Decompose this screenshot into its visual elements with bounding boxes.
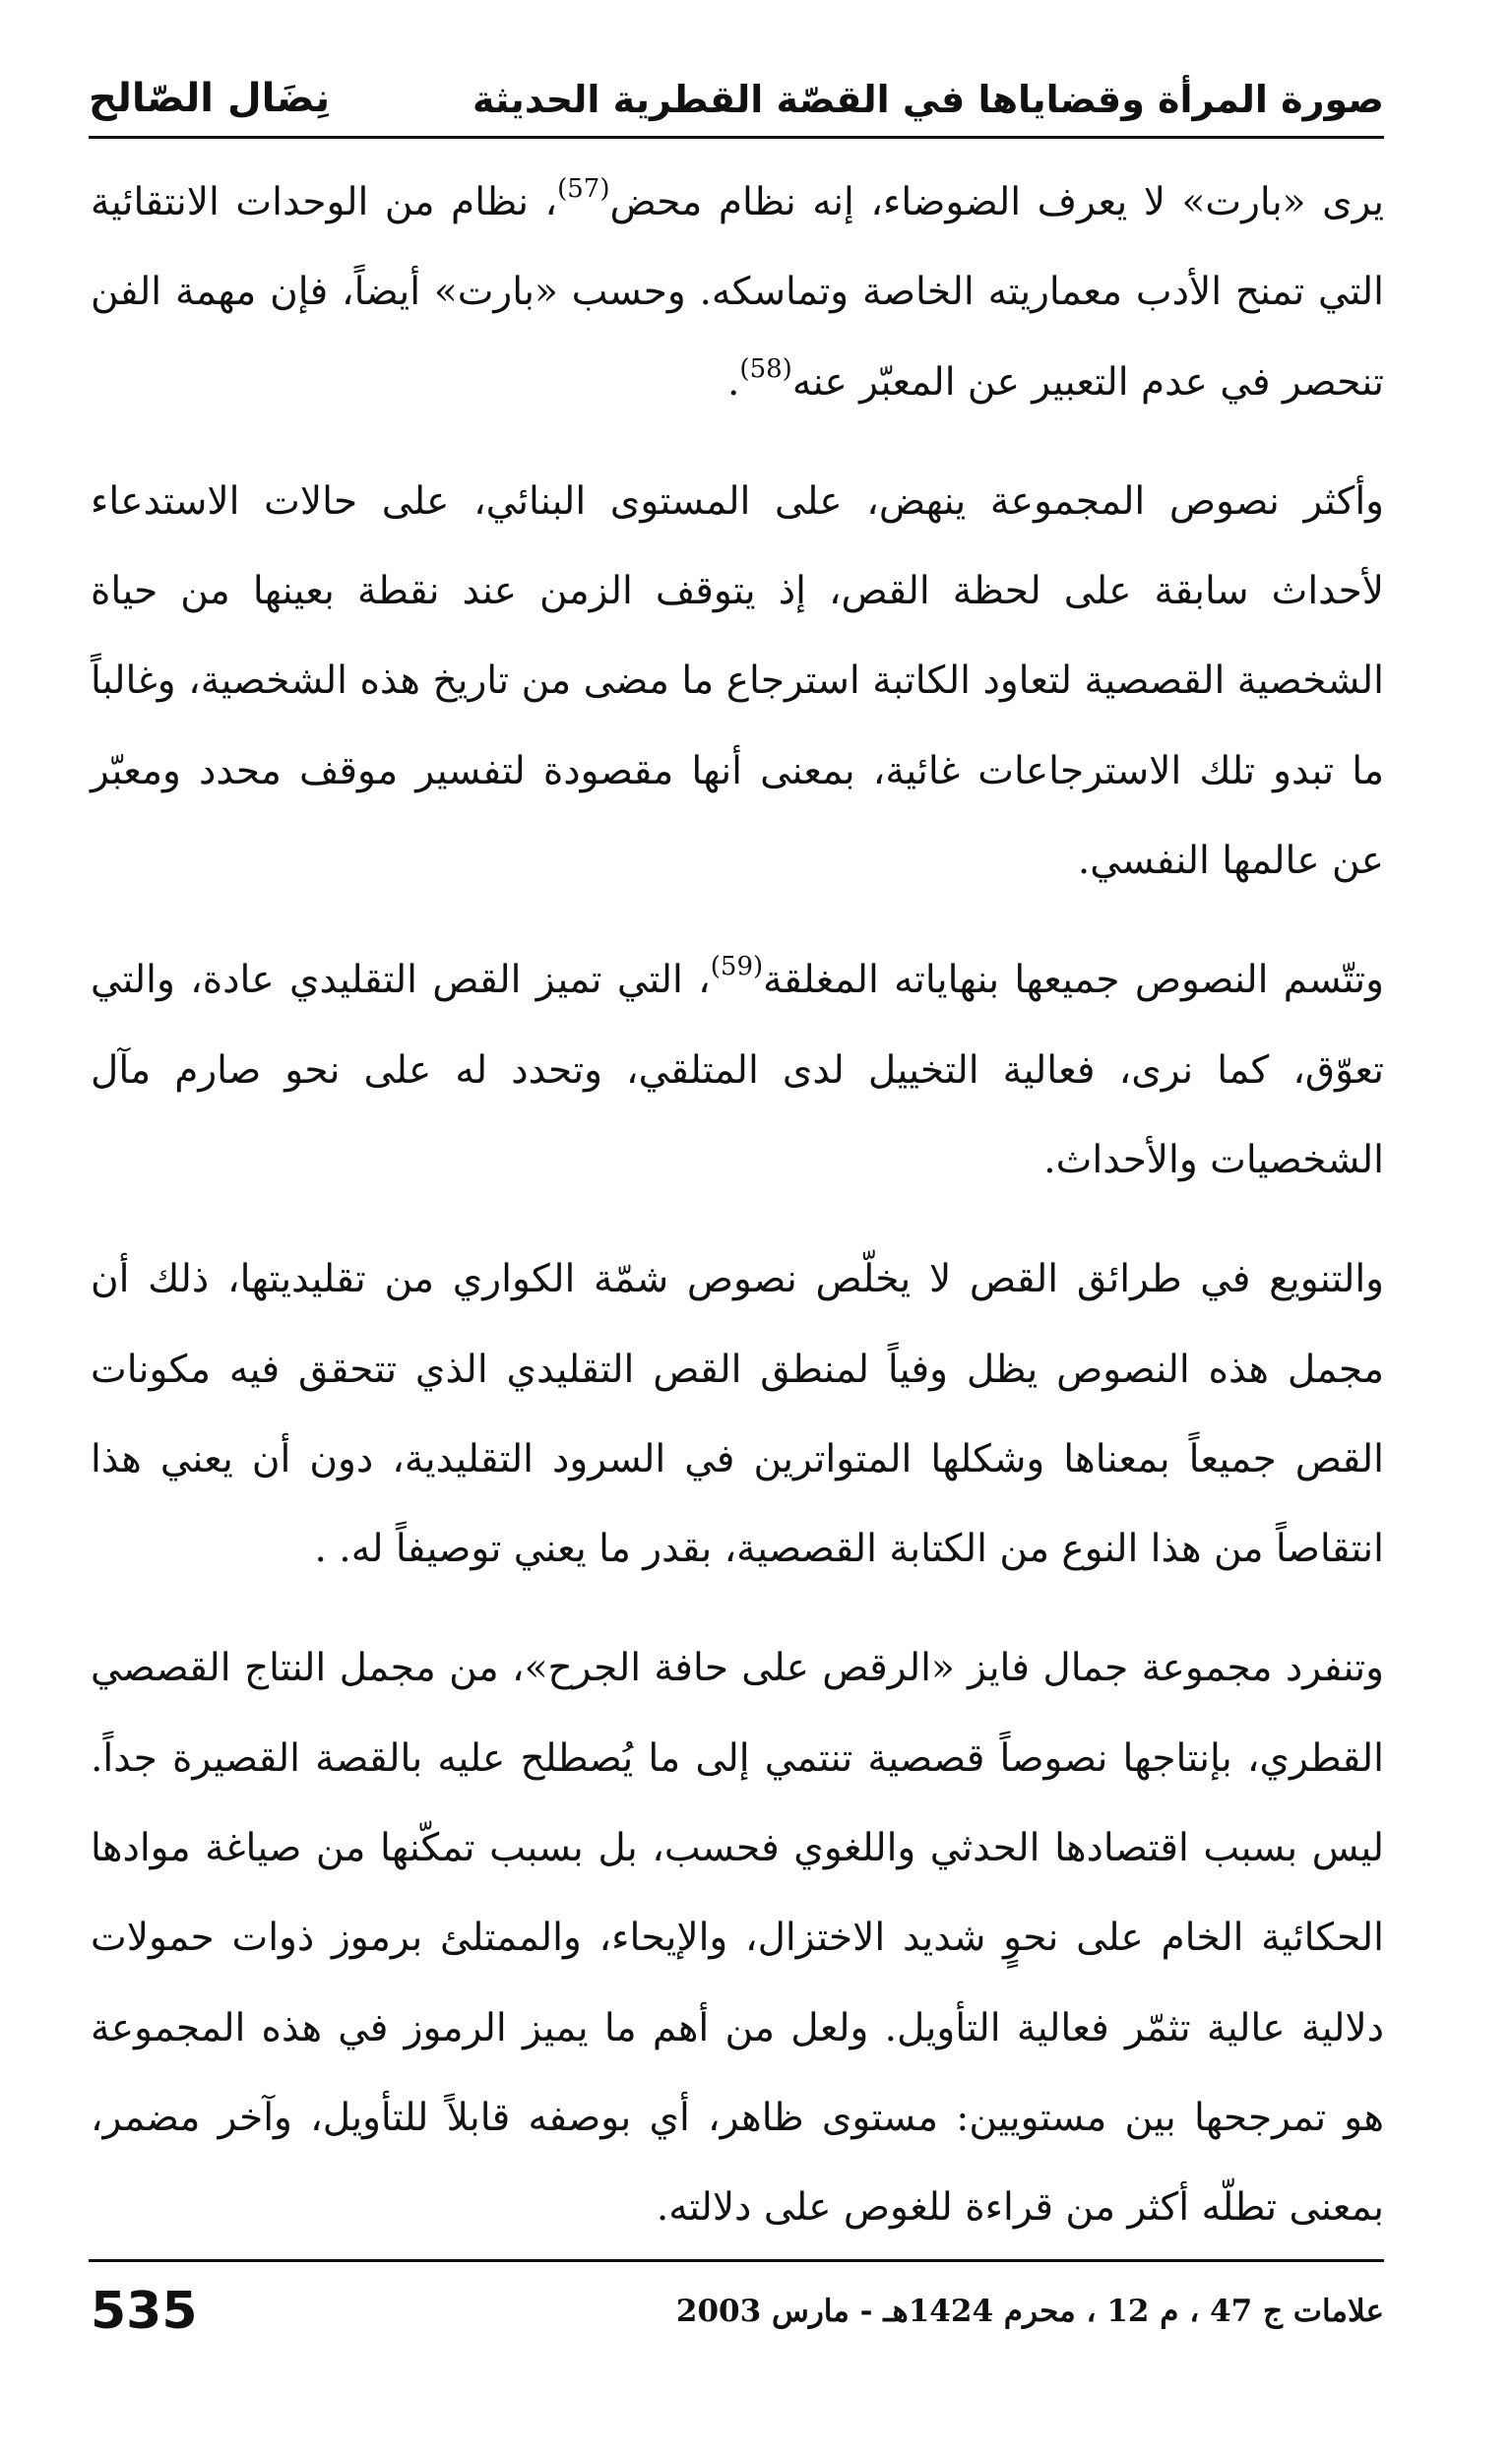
paragraph <box>91 935 1384 1205</box>
body-text <box>91 158 1384 2283</box>
text-run: ، التي تميز القص التقليدي عادة، والتي تعوّق، كما نرى، فعالية التخييل لدى المتلقي، وتحدد له على نحو صارم مآل الشخصيات والأحداث. <box>91 958 1384 1182</box>
header-divider <box>89 136 1384 139</box>
paragraph <box>91 457 1384 906</box>
running-title: صورة المرأة وقضاياها في القصّة القطرية الحديثة <box>472 78 1384 121</box>
paragraph <box>91 1234 1384 1594</box>
text-run: وأكثر نصوص المجموعة ينهض، على المستوى البنائي، على حالات الاستدعاء لأحداث سابقة على لحظة القص، إذ يتوقف الزمن عند نقطة بعينها من حياة الشخصية القصصية لتعاود الكاتبة استرجاع ما مضى من تاريخ هذه الشخصية، وغالباً ما تبدو تلك الاسترجاعات غائية، بمعنى أنها مقصودة لتفسير موقف محدد ومعبّر عن عالمها النفسي. <box>91 478 1384 884</box>
paragraph <box>91 1623 1384 2252</box>
journal-issue-info: علامات ج 47 ، م 12 ، محرم 1424هـ - مارس 2003 <box>675 2294 1384 2329</box>
footnote-ref: (57) <box>557 174 610 204</box>
text-run: . <box>727 359 740 405</box>
footer-divider <box>89 2259 1384 2262</box>
author-name: نِضَال الصّالح <box>89 76 331 121</box>
page-footer <box>91 2272 1384 2351</box>
footnote-ref: (58) <box>739 353 792 384</box>
text-run: يرى «بارت» لا يعرف الضوضاء، إنه نظام محض <box>609 180 1384 224</box>
text-run: وتنفرد مجموعة جمال فايز «الرقص على حافة الجرح»، من مجمل النتاج القصصي القطري، بإنتاجها نصوصاً قصصية تنتمي إلى ما يُصطلح عليه بالقصة القصيرة جداً. ليس بسبب اقتصادها الحدثي واللغوي فحسب، بل بسبب تمكّنها من صياغة موادها الحكائية الخام على نحوٍ شديد الاختزال، والإيحاء، والممتلئ برموز ذوات حمولات دلالية عالية تثمّر فعالية التأويل. ولعل من أهم ما يميز الرموز في هذه المجموعة هو تمرجحها بين مستويين: مستوى ظاهر، أي بوصفه قابلاً للتأويل، وآخر مضمر، بمعنى تطلّه أكثر من قراءة للغوص على دلالته. <box>91 1646 1384 2231</box>
paragraph <box>91 158 1384 427</box>
text-run: والتنويع في طرائق القص لا يخلّص نصوص شمّة الكواري من تقليديتها، ذلك أن مجمل هذه النصوص يظل وفياً لمنطق القص التقليدي الذي تتحقق فيه مكونات القص جميعاً بمعناها وشكلها المتواترين في السرود التقليدية، دون أن يعني هذا انتقاصاً من هذا النوع من الكتابة القصصية، بقدر ما يعني توصيفاً له. . <box>91 1257 1384 1572</box>
text-run: ، نظام من الوحدات الانتقائية التي تمنح الأدب معماريته الخاصة وتماسكه. وحسب «بارت» أيضاً، فإن مهمة الفن تنحصر في عدم التعبير عن المعبّر عنه <box>91 180 1384 405</box>
text-run: وتتّسم النصوص جميعها بنهاياته المغلقة <box>763 958 1384 1003</box>
footnote-ref: (59) <box>710 952 764 982</box>
running-header <box>89 39 1384 121</box>
page-number: 535 <box>91 2282 198 2341</box>
